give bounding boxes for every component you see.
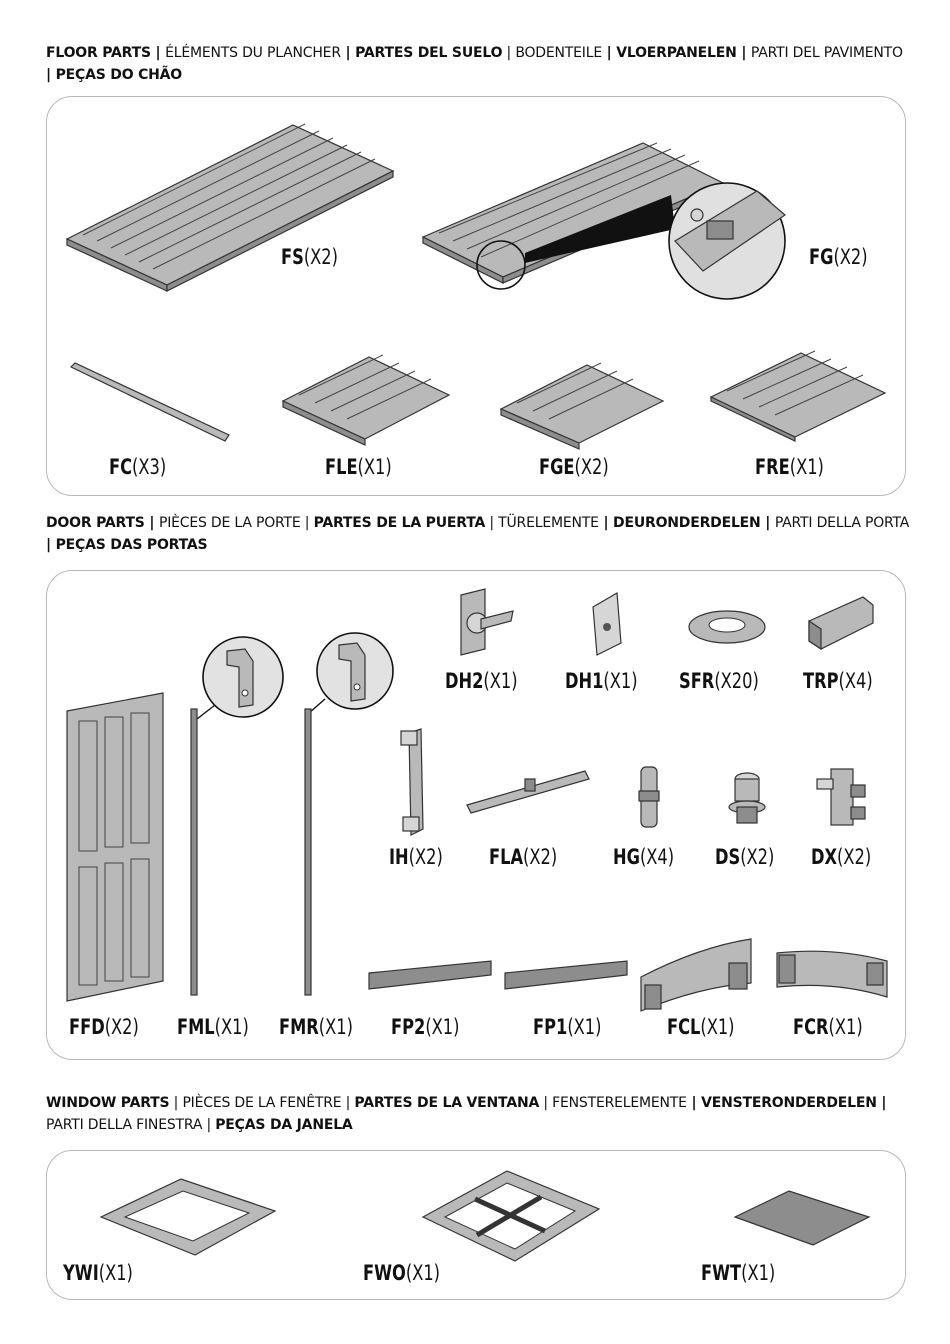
dx-bracket-image bbox=[813, 765, 873, 835]
fml-label: FML(X1) bbox=[177, 1015, 249, 1039]
heading-segment: | bbox=[202, 1117, 216, 1133]
heading-segment: PEÇAS DA JANELA bbox=[215, 1117, 353, 1133]
fla-label: FLA(X2) bbox=[489, 845, 558, 869]
fla-latch-image bbox=[465, 769, 595, 819]
heading-segment: DOOR PARTS bbox=[46, 515, 145, 531]
heading-segment: | bbox=[598, 515, 614, 531]
dx-label: DX(X2) bbox=[811, 845, 872, 869]
heading-segment: | bbox=[169, 1095, 183, 1111]
heading-segment: FLOOR PARTS bbox=[46, 45, 151, 61]
heading-segment: PIÈCES DE LA FENÊTRE bbox=[182, 1095, 342, 1111]
fp2-profile-image bbox=[367, 959, 497, 999]
ffd-door-panel-image bbox=[63, 691, 173, 1001]
heading-segment: | bbox=[341, 1095, 355, 1111]
ffd-label: FFD(X2) bbox=[69, 1015, 139, 1039]
heading-segment: VLOERPANELEN bbox=[616, 45, 737, 61]
heading-segment: | bbox=[150, 45, 166, 61]
fcr-corner-image bbox=[775, 947, 895, 1017]
heading-segment: PARTI DEL PAVIMENTO bbox=[750, 45, 903, 61]
heading-segment: | bbox=[686, 1095, 702, 1111]
fg-zoom-callout bbox=[525, 183, 645, 303]
dh2-label: DH2(X1) bbox=[445, 669, 518, 693]
heading-segment: FENSTERELEMENTE bbox=[552, 1095, 687, 1111]
hg-label: HG(X4) bbox=[613, 845, 675, 869]
fre-floor-panel-image bbox=[709, 351, 889, 441]
heading-segment: | bbox=[876, 1095, 887, 1111]
fc-strip-image bbox=[69, 363, 239, 443]
heading-segment: PIÈCES DE LA PORTE bbox=[158, 515, 301, 531]
ih-handle-image bbox=[395, 729, 435, 839]
heading-segment: DEURONDERDELEN bbox=[613, 515, 761, 531]
heading-segment: PARTI DELLA FINESTRA bbox=[46, 1117, 203, 1133]
heading-segment: | bbox=[144, 515, 159, 531]
fml-profile-image bbox=[187, 631, 287, 931]
fs-label: FS(X2) bbox=[281, 245, 338, 269]
ih-label: IH(X2) bbox=[389, 845, 443, 869]
heading-segment: | bbox=[485, 515, 499, 531]
fp2-label: FP2(X1) bbox=[391, 1015, 460, 1039]
heading-segment: PARTI DELLA PORTA bbox=[774, 515, 910, 531]
fcl-label: FCL(X1) bbox=[667, 1015, 735, 1039]
fc-label: FC(X3) bbox=[109, 455, 167, 479]
heading-segment: PARTES DEL SUELO bbox=[355, 45, 503, 61]
fg-detail-magnifier-image bbox=[667, 181, 787, 301]
heading-segment: | bbox=[736, 45, 751, 61]
fs-floor-panel-image bbox=[63, 121, 393, 291]
heading-segment: | bbox=[340, 45, 356, 61]
heading-segment: BODENTEILE bbox=[515, 45, 602, 61]
dh2-handle-image bbox=[455, 589, 515, 659]
floor-parts-panel bbox=[46, 96, 906, 496]
window-parts-panel bbox=[46, 1150, 906, 1300]
heading-segment: TÜRELEMENTE bbox=[498, 515, 599, 531]
heading-segment: | PEÇAS DO CHÃO bbox=[46, 67, 183, 83]
fle-floor-panel-image bbox=[281, 355, 451, 445]
sfr-washer-image bbox=[687, 607, 777, 647]
dh1-handle-image bbox=[587, 593, 627, 659]
heading-segment: | bbox=[539, 1095, 553, 1111]
heading-segment: PARTES DE LA PUERTA bbox=[313, 515, 486, 531]
heading-segment: | bbox=[601, 45, 617, 61]
heading-segment: ÉLÉMENTS DU PLANCHER bbox=[165, 45, 341, 61]
fwt-label: FWT(X1) bbox=[701, 1261, 776, 1285]
door-parts-heading bbox=[46, 512, 916, 556]
heading-segment: WINDOW PARTS bbox=[46, 1095, 170, 1111]
fmr-profile-image bbox=[303, 631, 403, 931]
heading-segment: VENSTERONDERDELEN bbox=[701, 1095, 877, 1111]
window-parts-heading bbox=[46, 1092, 916, 1136]
fcr-label: FCR(X1) bbox=[793, 1015, 863, 1039]
fre-label: FRE(X1) bbox=[755, 455, 824, 479]
fge-floor-panel-image bbox=[499, 363, 669, 453]
fwt-window-pane-image bbox=[733, 1189, 873, 1259]
heading-segment: PARTES DE LA VENTANA bbox=[354, 1095, 540, 1111]
heading-segment: | bbox=[502, 45, 516, 61]
trp-label: TRP(X4) bbox=[803, 669, 873, 693]
fle-label: FLE(X1) bbox=[325, 455, 392, 479]
dh1-label: DH1(X1) bbox=[565, 669, 638, 693]
hg-pin-image bbox=[635, 765, 665, 835]
ds-label: DS(X2) bbox=[715, 845, 775, 869]
fcl-corner-image bbox=[639, 937, 759, 1017]
fge-label: FGE(X2) bbox=[539, 455, 609, 479]
ywi-window-frame-image bbox=[99, 1177, 279, 1267]
floor-parts-heading bbox=[46, 42, 916, 86]
sfr-label: SFR(X20) bbox=[679, 669, 759, 693]
fg-label: FG(X2) bbox=[809, 245, 868, 269]
fwo-label: FWO(X1) bbox=[363, 1261, 440, 1285]
door-parts-panel bbox=[46, 570, 906, 1060]
heading-segment: | bbox=[760, 515, 775, 531]
ywi-label: YWI(X1) bbox=[63, 1261, 133, 1285]
heading-segment: | PEÇAS DAS PORTAS bbox=[46, 537, 208, 553]
fp1-profile-image bbox=[503, 959, 633, 999]
heading-segment: | bbox=[300, 515, 314, 531]
ds-stopper-image bbox=[723, 771, 773, 831]
fmr-label: FMR(X1) bbox=[279, 1015, 353, 1039]
trp-wedge-image bbox=[807, 595, 877, 655]
fwo-window-frame-image bbox=[421, 1169, 601, 1269]
fp1-label: FP1(X1) bbox=[533, 1015, 602, 1039]
